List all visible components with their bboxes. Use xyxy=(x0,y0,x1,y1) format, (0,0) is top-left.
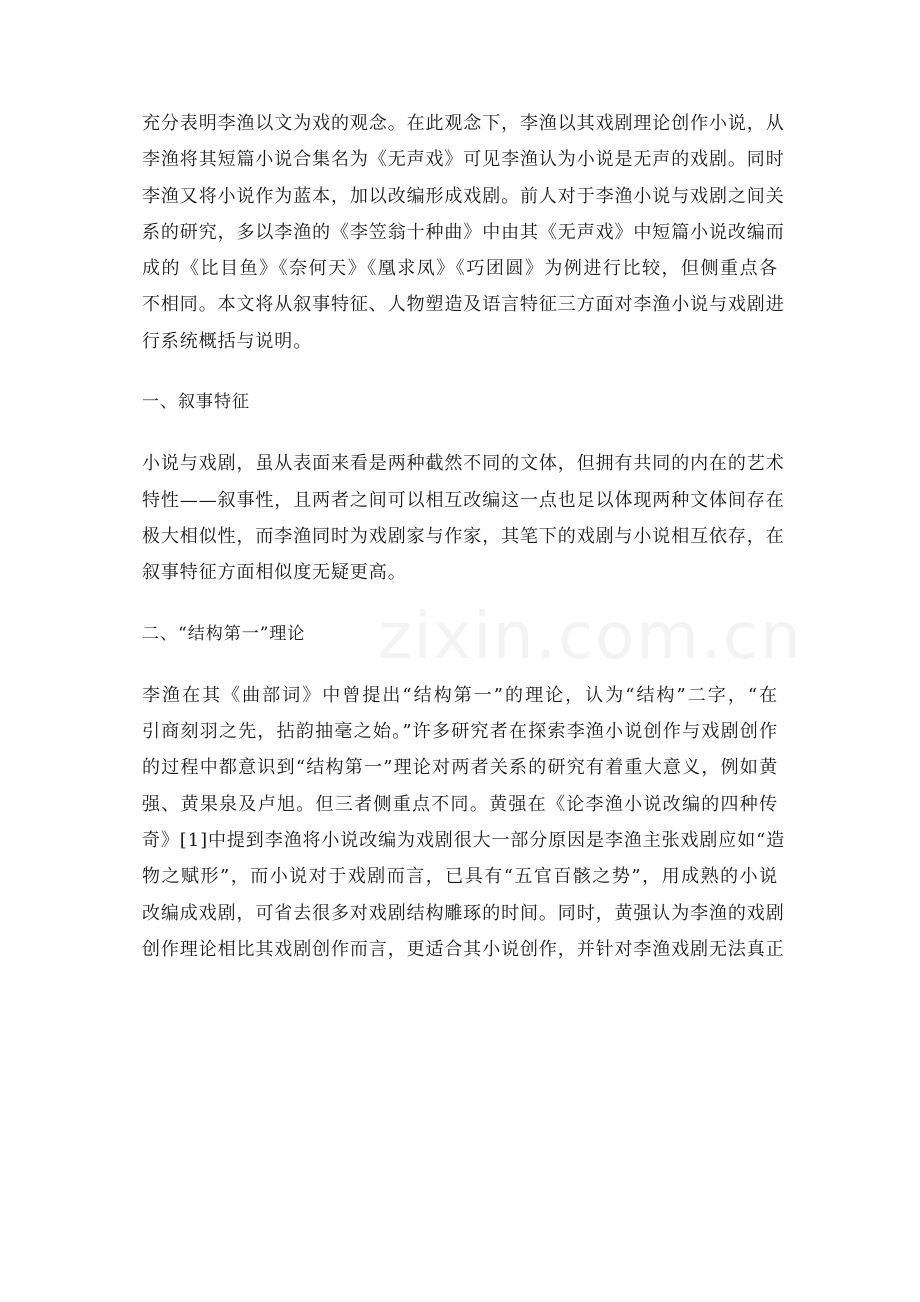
text-line: 物之赋形”，而小说对于戏剧而言，已具有“五官百骸之势”，用成熟的小说 xyxy=(142,866,778,888)
text-line: 特性——叙事性，且两者之间可以相互改编这一点也足以体现两种文体间存在 xyxy=(142,489,785,511)
text-line: 成的《比目鱼》《奈何天》《凰求凤》《巧团圆》为例进行比较，但侧重点各 xyxy=(142,258,778,280)
text-line: 极大相似性，而李渔同时为戏剧家与作家，其笔下的戏剧与小说相互依存，在 xyxy=(142,525,785,547)
text-line: 叙事特征方面相似度无疑更高。 xyxy=(142,562,407,584)
text-line: 的过程中都意识到“结构第一”理论对两者关系的研究有着重大意义，例如黄 xyxy=(142,757,778,779)
watermark: zixin.com.cn xyxy=(378,600,803,674)
section-heading-structure: 二、“结构第一”理论 xyxy=(142,623,306,644)
text-line: 李渔在其《曲部词》中曾提出“结构第一”的理论，认为“结构”二字，“在 xyxy=(142,684,778,706)
text-line: 创作理论相比其戏剧创作而言，更适合其小说创作，并针对李渔戏剧无法真正 xyxy=(142,938,785,960)
paragraph-structure xyxy=(142,678,786,968)
section-heading-narrative: 一、叙事特征 xyxy=(142,392,250,413)
text-line: 行系统概括与说明。 xyxy=(142,330,313,352)
text-line: 改编成戏剧，可省去很多对戏剧结构雕琢的时间。同时，黄强认为李渔的戏剧 xyxy=(142,902,785,924)
text-line: 奇》[1]中提到李渔将小说改编为戏剧很大一部分原因是李渔主张戏剧应如“造 xyxy=(142,830,786,852)
text-line: 不相同。本文将从叙事特征、人物塑造及语言特征三方面对李渔小说与戏剧进 xyxy=(142,294,785,316)
paragraph-narrative xyxy=(142,446,785,591)
text-line: 强、黄果泉及卢旭。但三者侧重点不同。黄强在《论李渔小说改编的四种传 xyxy=(142,793,778,815)
text-line: 小说与戏剧，虽从表面来看是两种截然不同的文体，但拥有共同的内在的艺术 xyxy=(142,453,785,475)
text-line: 系的研究，多以李渔的《李笠翁十种曲》中由其《无声戏》中短篇小说改编而 xyxy=(142,221,785,243)
paragraph-intro xyxy=(142,106,785,360)
text-line: 充分表明李渔以文为戏的观念。在此观念下，李渔以其戏剧理论创作小说，从 xyxy=(142,113,785,134)
document-page xyxy=(142,106,786,968)
text-line: 引商刻羽之先，拈韵抽毫之始。”许多研究者在探索李渔小说创作与戏剧创作 xyxy=(142,721,778,743)
text-line: 李渔将其短篇小说合集名为《无声戏》可见李渔认为小说是无声的戏剧。同时 xyxy=(142,149,785,171)
text-line: 李渔又将小说作为蓝本，加以改编形成戏剧。前人对于李渔小说与戏剧之间关 xyxy=(142,185,785,207)
